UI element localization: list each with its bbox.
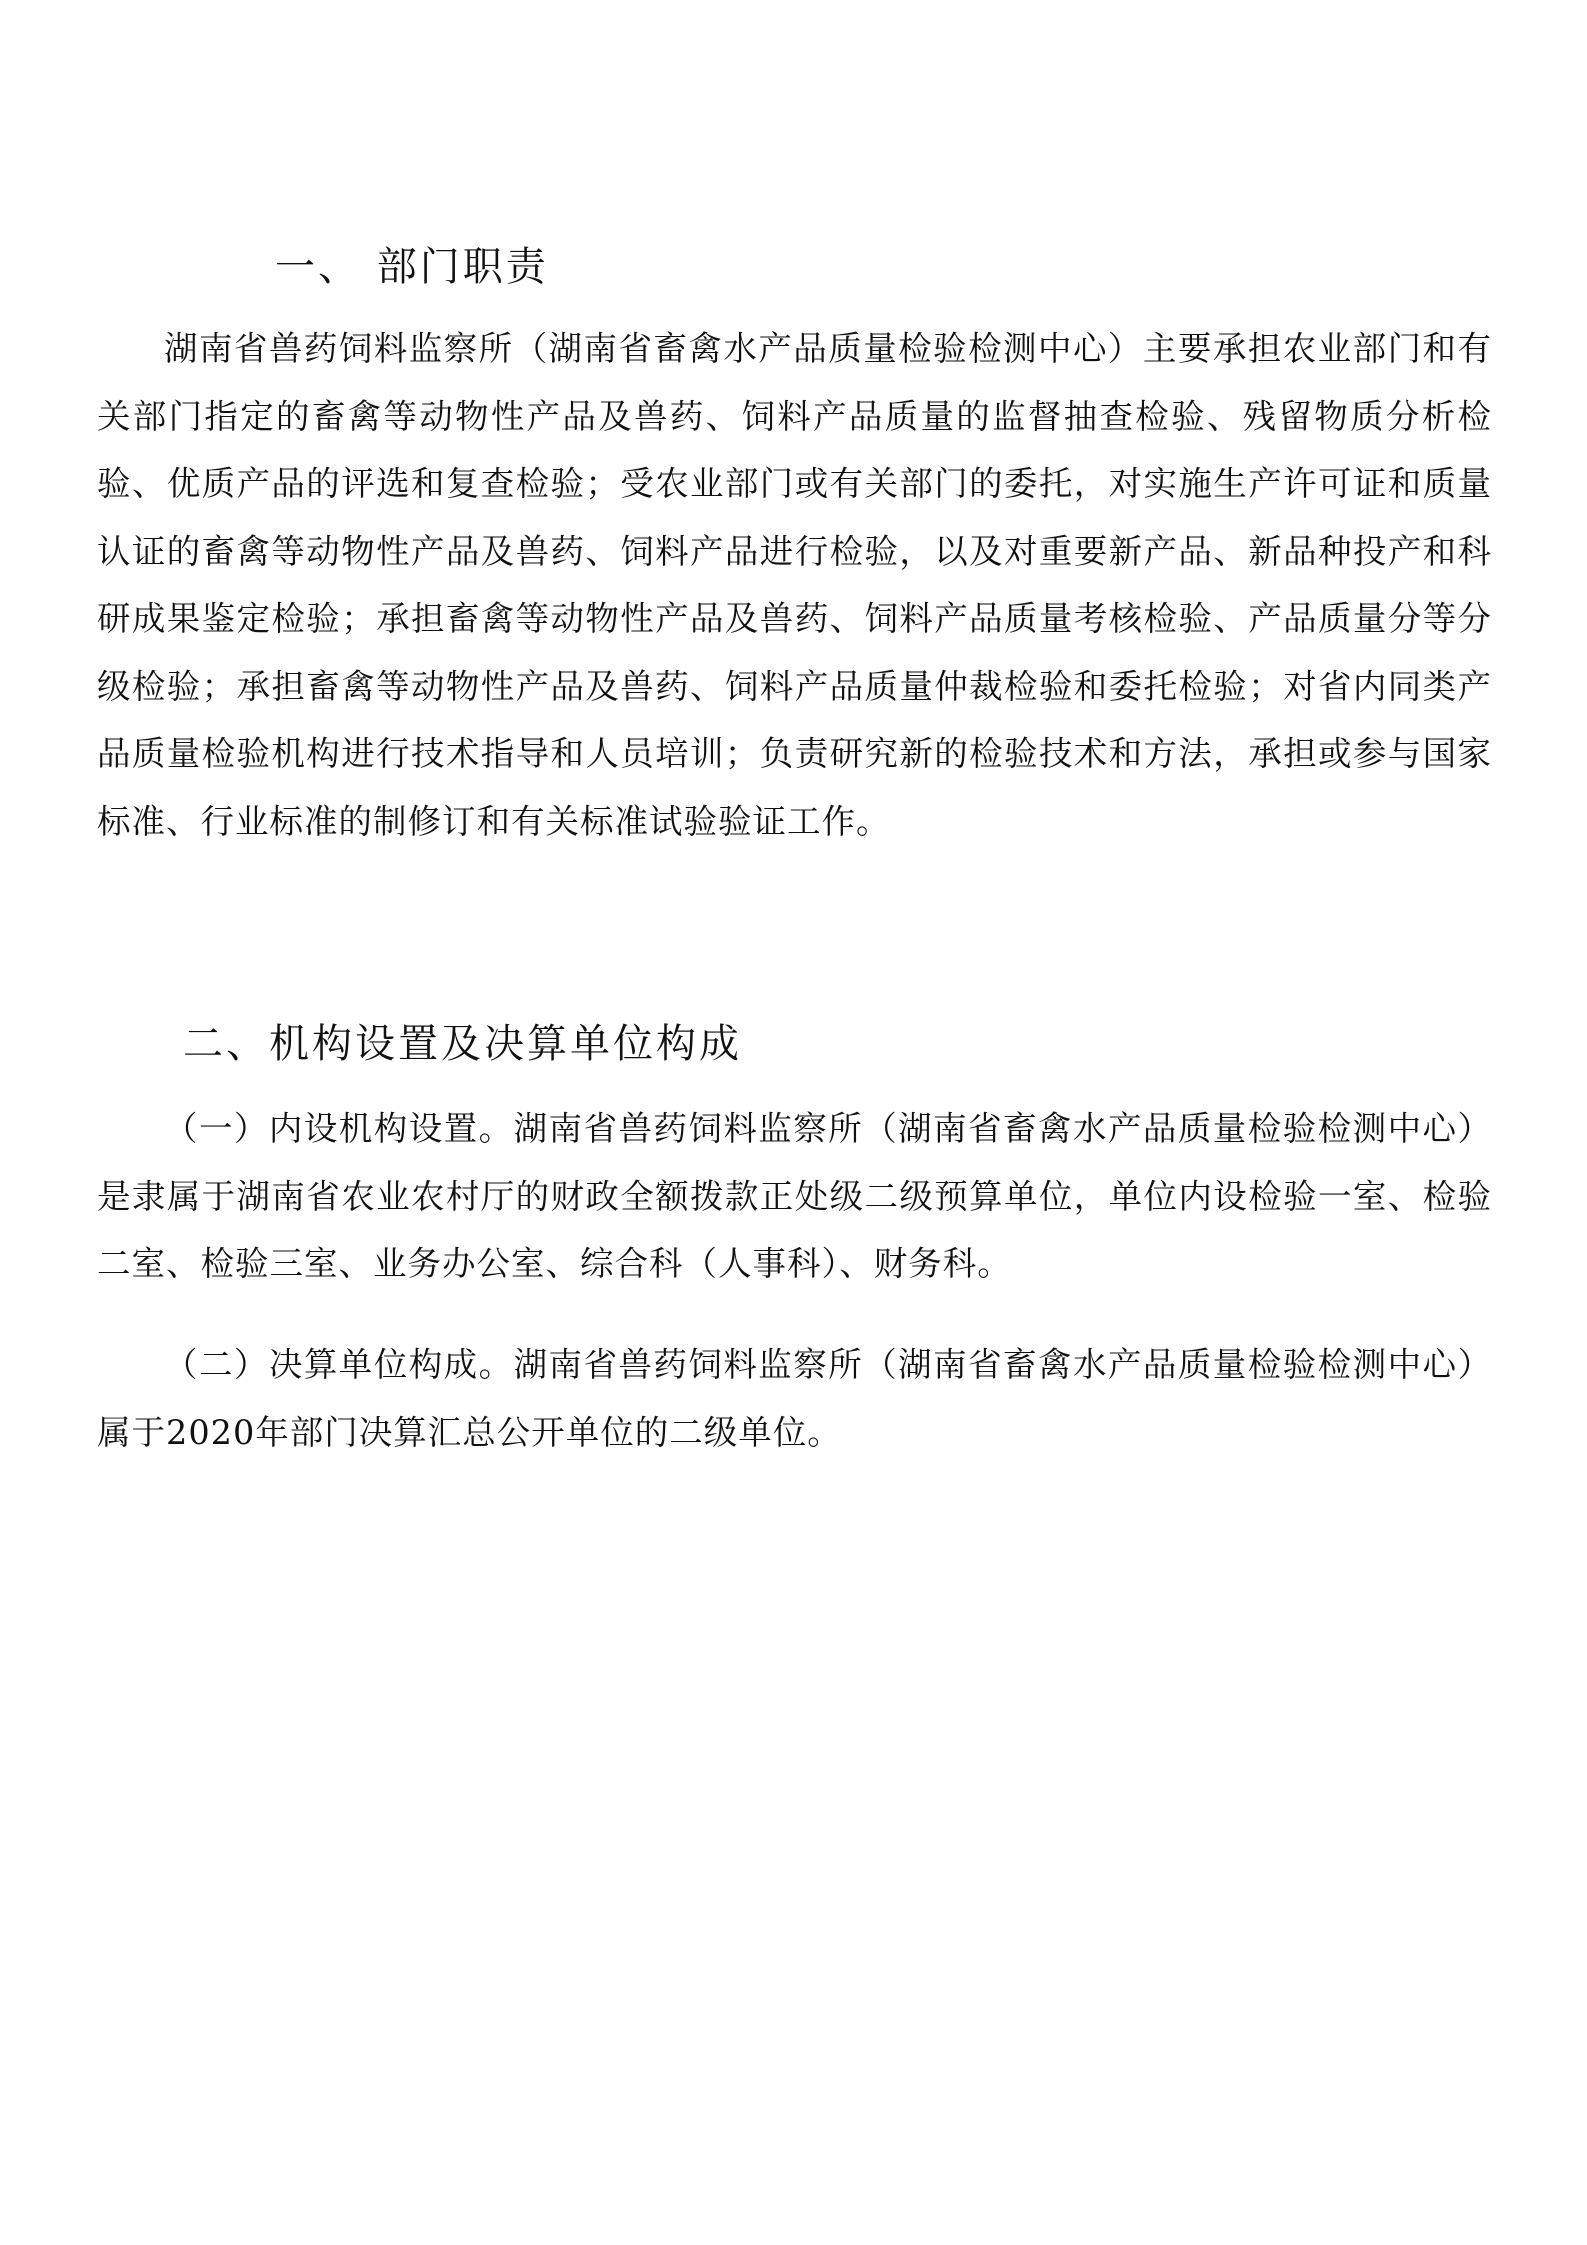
section-heading-department-duties: 一、 部门职责: [275, 244, 549, 290]
duties-paragraph: 湖南省兽药饲料监察所（湖南省畜禽水产品质量检验检测中心）主要承担农业部门和有关部门指定的畜禽等动物性产品及兽药、饲料产品质量的监督抽查检验、残留物质分析检验、优质产品的评选和复查检验；受农业部门或有关部门的委托，对实施生产许可证和质量认证的畜禽等动物性产品及兽药、饲料产品进行检验，以及对重要新产品、新品种投产和科研成果鉴定检验；承担畜禽等动物性产品及兽药、饲料产品质量考核检验、产品质量分等分级检验；承担畜禽等动物性产品及兽药、饲料产品质量仲裁检验和委托检验；对省内同类产品质量检验机构进行技术指导和人员培训；负责研究新的检验技术和方法，承担或参与国家标准、行业标准的制修订和有关标准试验验证工作。: [97, 329, 1492, 841]
section-heading-organization: 二、机构设置及决算单位构成: [183, 1021, 742, 1067]
budget-unit-block: [97, 1331, 1492, 1466]
internal-structure-paragraph: （一）内设机构设置。湖南省兽药饲料监察所（湖南省畜禽水产品质量检验检测中心）是隶属于湖南省农业农村厅的财政全额拨款正处级二级预算单位，单位内设检验一室、检验二室、检验三室、业务办公室、综合科（人事科）、财务科。: [97, 1109, 1492, 1283]
duties-paragraph-block: [97, 315, 1492, 855]
internal-structure-block: [97, 1095, 1492, 1298]
budget-unit-paragraph: （二）决算单位构成。湖南省兽药饲料监察所（湖南省畜禽水产品质量检验检测中心）属于2020年部门决算汇总公开单位的二级单位。: [97, 1345, 1492, 1452]
